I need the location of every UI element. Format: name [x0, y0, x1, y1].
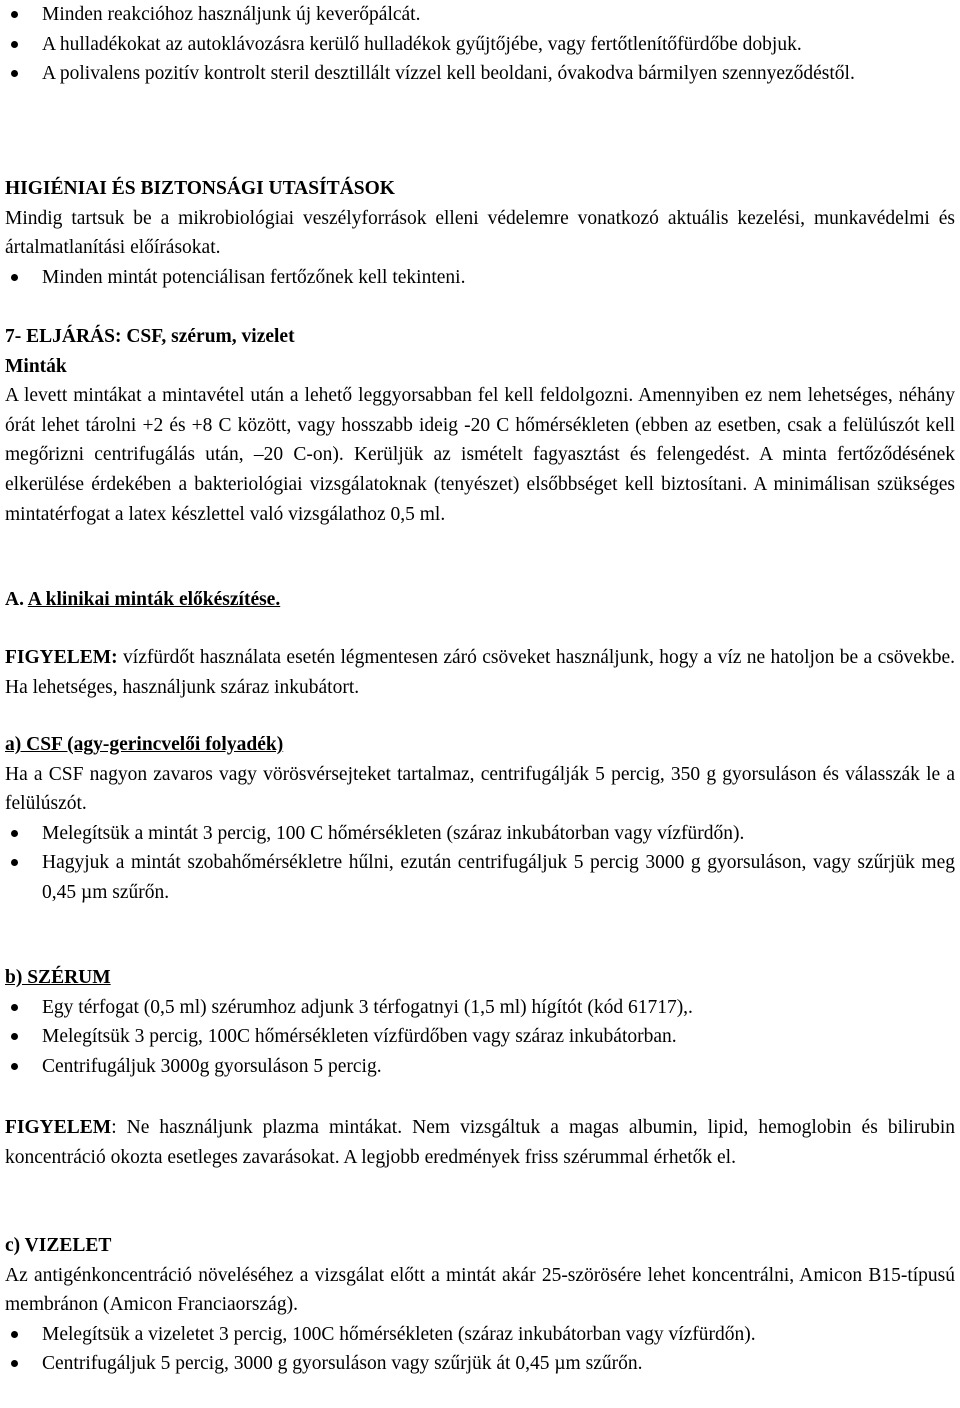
list-item: Melegítsük a vizeletet 3 percig, 100C hőmérsékleten (száraz inkubátorban vagy vízfürdőn). [5, 1320, 955, 1350]
list-item: A polivalens pozitív kontrolt steril desztillált vízzel kell beoldani, óvakodva bármilyen szennyeződéstől. [5, 59, 955, 89]
list-item: Minden mintát potenciálisan fertőzőnek kell tekinteni. [5, 263, 955, 293]
list-item: Melegítsük a mintát 3 percig, 100 C hőmérsékleten (száraz inkubátorban vagy vízfürdőn). [5, 819, 955, 849]
serum-heading: b) SZÉRUM [5, 967, 111, 988]
csf-heading: a) CSF (agy-gerincvelői folyadék) [5, 734, 284, 755]
section-a-warning [5, 643, 955, 702]
list-item: Centrifugáljuk 5 percig, 3000 g gyorsuláson vagy szűrjük át 0,45 µm szűrőn. [5, 1349, 955, 1379]
warning-text: vízfürdőt használata esetén légmentesen záró csöveket használjunk, hogy a víz ne hatoljon be a csövekbe. Ha lehetséges, használjunk száraz inkubátort. [5, 647, 955, 698]
serum-warning [5, 1113, 955, 1172]
section-a-heading: A klinikai minták előkészítése. [27, 589, 281, 610]
csf-body: Ha a CSF nagyon zavaros vagy vörösvérsejteket tartalmaz, centrifugálják 5 percig, 350 g gyorsuláson és válasszák le a felülúszót. [5, 763, 955, 815]
warning-text: : Ne használjunk plazma mintákat. Nem vizsgáltuk a magas albumin, lipid, hemoglobin és bilirubin koncentráció okozta esetleges zavarásokat. A legjobb eredmények friss szérummal érhetők el. [5, 1117, 955, 1168]
hygiene-body: Mindig tartsuk be a mikrobiológiai veszélyforrások elleni védelemre vonatkozó aktuális kezelési, munkavédelmi és ártalmatlanítási előírásokat. [5, 207, 955, 259]
warning-label: FIGYELEM [5, 1117, 112, 1138]
list-item: Hagyjuk a mintát szobahőmérsékletre hűlni, ezután centrifugáljuk 5 percig 3000 g gyorsuláson, vagy szűrjük meg 0,45 µm szűrőn. [5, 848, 955, 907]
urine-section [5, 1231, 955, 1379]
csf-section [5, 730, 955, 908]
warning-label: FIGYELEM: [5, 647, 118, 668]
list-item: Minden reakcióhoz használjunk új keverőpálcát. [5, 0, 955, 30]
urine-body: Az antigénkoncentráció növeléséhez a vizsgálat előtt a mintát akár 25-szörösére lehet koncentrálni, Amicon B15-típusú membránon (Amicon Franciaország). [5, 1264, 955, 1316]
procedure-section [5, 322, 955, 529]
list-item: Centrifugáljuk 3000g gyorsuláson 5 percig. [5, 1052, 955, 1082]
procedure-heading: 7- ELJÁRÁS: CSF, szérum, vizelet [5, 326, 295, 347]
list-item: Egy térfogat (0,5 ml) szérumhoz adjunk 3 térfogatnyi (1,5 ml) hígítót (kód 61717),. [5, 993, 955, 1023]
list-item: A hulladékokat az autoklávozásra kerülő hulladékok gyűjtőjébe, vagy fertőtlenítőfürdőbe dobjuk. [5, 30, 955, 60]
serum-section [5, 963, 955, 1081]
procedure-subheading: Minták [5, 355, 67, 377]
section-a-prefix: A. [5, 589, 24, 610]
list-item: Melegítsük 3 percig, 100C hőmérsékleten vízfürdőben vagy száraz inkubátorban. [5, 1022, 955, 1052]
top-bullet-list [5, 0, 955, 89]
procedure-body: A levett mintákat a mintavétel után a lehető leggyorsabban fel kell feldolgozni. Amennyiben ez nem lehetséges, néhány órát lehet tárolni +2 és +8 C között, vagy hosszabb ideig -20 C hőmérsékleten (ebben az esetben, csak a felülúszót kell megőrizni centrifugálás után, –20 C-on). Kerüljük az ismételt fagyasztást és felengedést. A minta fertőződésének elkerülése érdekében a bakteriológiai vizsgálatoknak (tenyészet) elsőbbséget kell biztosítani. A minimálisan szükséges mintatérfogat a latex készlettel való vizsgálathoz 0,5 ml. [5, 385, 955, 525]
hygiene-heading: HIGIÉNIAI ÉS BIZTONSÁGI UTASÍTÁSOK [5, 178, 395, 199]
section-a-title [5, 585, 955, 615]
hygiene-section [5, 174, 955, 292]
urine-heading: c) VIZELET [5, 1235, 112, 1256]
